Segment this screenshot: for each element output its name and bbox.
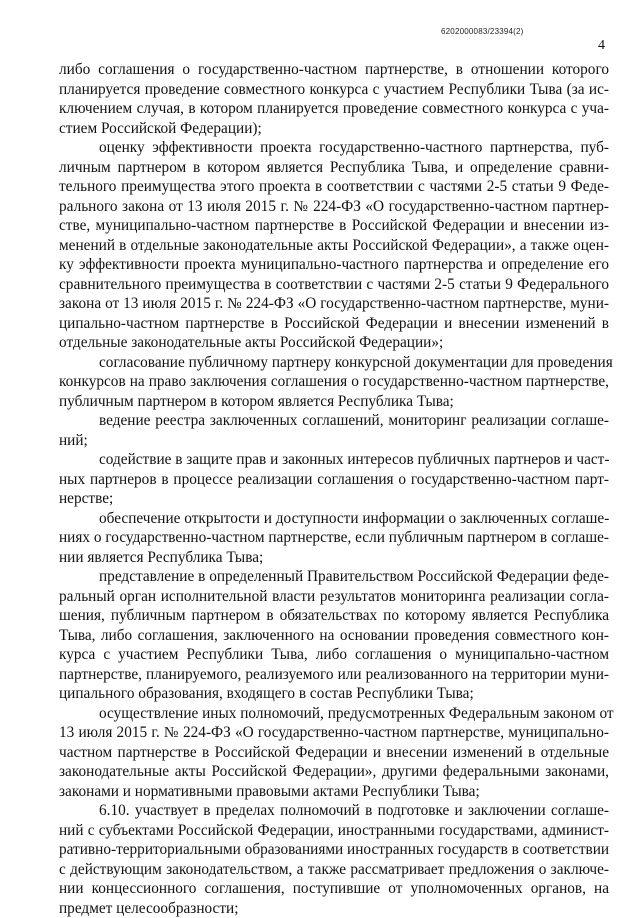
text-line: Тыва, либо соглашения, заключенного на основании проведения совместного кон- xyxy=(59,626,609,646)
text-line: законами и нормативными правовыми актами Республики Тыва; xyxy=(59,782,609,802)
text-line: ральный орган исполнительной власти результатов мониторинга реализации согла- xyxy=(59,587,609,607)
text-line: стве, муниципально-частном партнерстве в Российской Федерации и внесении из- xyxy=(59,216,609,236)
text-line: ний с субъектами Российской Федерации, иностранными государствами, админист- xyxy=(59,821,609,841)
text-line: нии концессионного соглашения, поступившие от уполномоченных органов, на xyxy=(59,879,609,899)
text-line: курса с участием Республики Тыва, либо соглашения о муниципально-частном xyxy=(59,645,609,665)
text-line: нерстве; xyxy=(59,489,609,509)
text-line: ку эффективности проекта муниципально-частного партнерства и определение его xyxy=(59,255,609,275)
text-line: обеспечение открытости и доступности информации о заключенных соглаше- xyxy=(59,509,609,529)
text-line: осуществление иных полномочий, предусмотренных Федеральным законом от xyxy=(59,704,609,724)
text-line: предмет целесообразности; xyxy=(59,899,609,918)
text-line: законодательные акты Российской Федерации», другими федеральными законами, xyxy=(59,762,609,782)
text-line: ключением случая, в котором планируется проведение совместного конкурса с уча- xyxy=(59,99,609,119)
text-line: оценку эффективности проекта государственно-частного партнерства, пуб- xyxy=(59,138,609,158)
text-line: нии является Республика Тыва; xyxy=(59,548,609,568)
text-line: ративно-территориальными образованиями иностранных государств в соответствии xyxy=(59,840,609,860)
document-id: 6202000083/23394(2) xyxy=(441,27,524,36)
text-line: планируется проведение совместного конкурса с участием Республики Тыва (за ис- xyxy=(59,80,609,100)
page-number: 4 xyxy=(598,38,605,54)
text-line: ных партнеров в процессе реализации соглашения о государственно-частном парт- xyxy=(59,470,609,490)
text-line: сравнительного преимущества в соответствии с частями 2-5 статьи 9 Федерального xyxy=(59,275,609,295)
text-line: 6.10. участвует в пределах полномочий в подготовке и заключении соглаше- xyxy=(59,801,609,821)
text-line: закона от 13 июля 2015 г. № 224-ФЗ «О государственно-частном партнерстве, муни- xyxy=(59,294,609,314)
text-line: личным партнером в котором является Республика Тыва, и определение сравни- xyxy=(59,158,609,178)
text-line: представление в определенный Правительством Российской Федерации феде- xyxy=(59,567,609,587)
text-line: тельного преимущества этого проекта в соответствии с частями 2-5 статьи 9 Феде- xyxy=(59,177,609,197)
text-line: партнерстве, планируемого, реализуемого или реализованного на территории муни- xyxy=(59,665,609,685)
text-line: либо соглашения о государственно-частном партнерстве, в отношении которого xyxy=(59,60,609,80)
text-line: рального закона от 13 июля 2015 г. № 224-ФЗ «О государственно-частном партнер- xyxy=(59,197,609,217)
text-line: содействие в защите прав и законных интересов публичных партнеров и част- xyxy=(59,450,609,470)
text-line: отдельные законодательные акты Российской Федерации»; xyxy=(59,333,609,353)
document-body xyxy=(59,60,609,918)
text-line: ведение реестра заключенных соглашений, мониторинг реализации соглаше- xyxy=(59,411,609,431)
text-line: шения, публичным партнером в обязательствах по которому является Республика xyxy=(59,606,609,626)
text-line: с действующим законодательством, а также рассматривает предложения о заключе- xyxy=(59,860,609,880)
text-line: стием Российской Федерации); xyxy=(59,119,609,139)
text-line: частном партнерстве в Российской Федерации и внесении изменений в отдельные xyxy=(59,743,609,763)
text-line: публичным партнером в котором является Республика Тыва; xyxy=(59,392,609,412)
text-line: ципального образования, входящего в состав Республики Тыва; xyxy=(59,684,609,704)
text-line: согласование публичному партнеру конкурсной документации для проведения xyxy=(59,353,609,373)
text-line: конкурсов на право заключения соглашения о государственно-частном партнерстве, xyxy=(59,372,609,392)
text-line: ципально-частном партнерстве в Российской Федерации и внесении изменений в xyxy=(59,314,609,334)
text-line: 13 июля 2015 г. № 224-ФЗ «О государственно-частном партнерстве, муниципально- xyxy=(59,723,609,743)
text-line: ниях о государственно-частном партнерстве, если публичным партнером в соглаше- xyxy=(59,528,609,548)
text-line: ний; xyxy=(59,431,609,451)
text-line: менений в отдельные законодательные акты Российской Федерации», а также оцен- xyxy=(59,236,609,256)
